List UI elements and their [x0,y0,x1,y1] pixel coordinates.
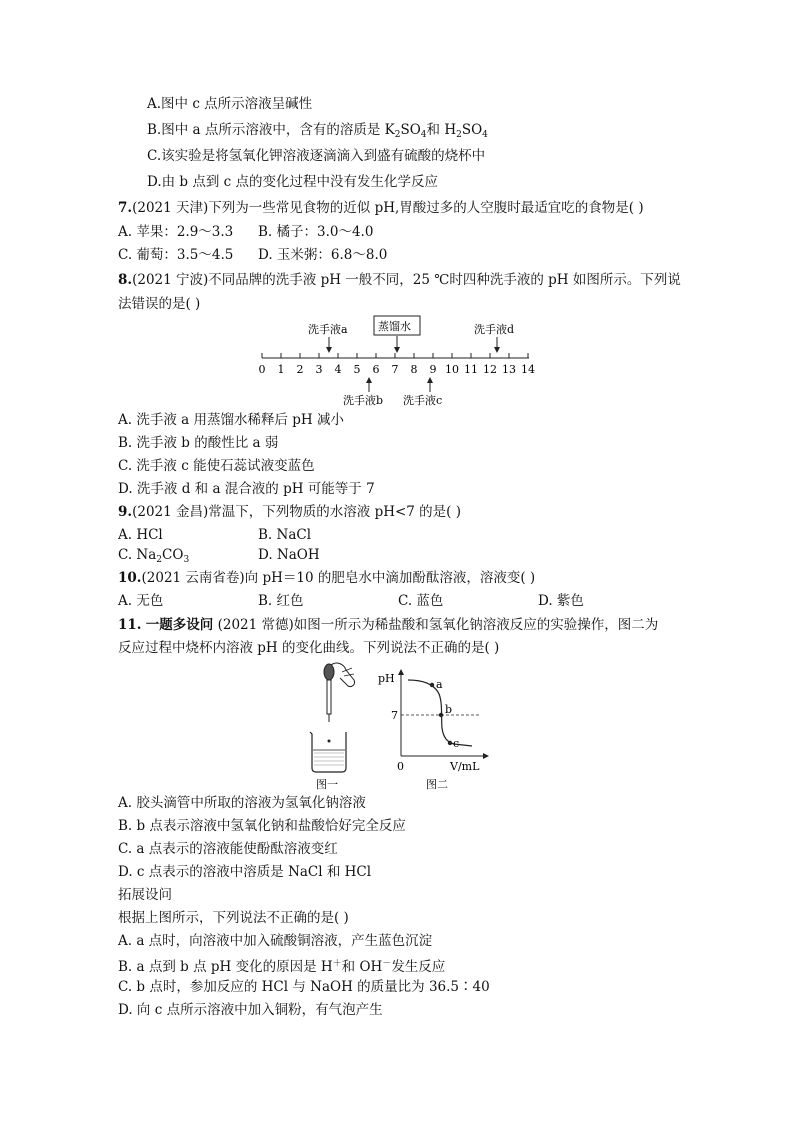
q9-text: CO [162,547,184,563]
q11-option-b: B. b 点表示溶液中氢氧化钠和盐酸恰好完全反应 [118,818,406,834]
q10-stem [118,569,535,587]
q8-stem-text: (2021 宁波)不同品牌的洗手液 pH 一般不同，25 ℃时四种洗手液的 pH 如图所示。下列说 [132,272,681,288]
figure-one-dropper-beaker [296,658,376,793]
ion-charge: － [382,959,392,969]
q6-option-d: D.由 b 点到 c 点的变化过程中没有发生化学反应 [147,174,439,190]
extension-text: 和 OH [341,959,383,975]
q6-text: SO [461,122,483,138]
extension-stem: 根据上图所示，下列说法不正确的是( ) [118,910,349,926]
ph-scale-tick-label: 11 [464,363,478,376]
q9-sub: 3 [183,555,190,565]
q6-option-b [147,121,488,144]
q9-number: 9. [118,504,133,520]
y-axis-label: pH [378,672,395,685]
q7-stem [118,199,644,217]
ph-scale-tick-label: 4 [334,363,342,376]
q7-option-c: C. 葡萄：3.5～4.5 [118,247,234,263]
q11-stem-text: (2021 常德)如图一所示为稀盐酸和氢氧化钠溶液反应的实验操作，图二为 [213,617,659,633]
ph-scale-tick-label: 6 [372,363,380,376]
q11-tag: 一题多设问 [145,617,214,633]
q6-sub: 4 [420,130,427,140]
figure-two-ph-curve [368,658,498,793]
ph-scale-tick-label: 7 [391,363,399,376]
ph-scale-figure [250,312,550,412]
q9-stem-text: (2021 金昌)常温下，下列物质的水溶液 pH<7 的是( ) [132,504,461,520]
origin-label: 0 [397,760,404,773]
extension-option-c: C. b 点时，参加反应的 HCl 与 NaOH 的质量比为 36.5∶40 [118,979,490,995]
q10-option-b: B. 红色 [258,593,304,609]
label-distilled-water: 蒸馏水 [378,320,411,333]
q8-option-d: D. 洗手液 d 和 a 混合液的 pH 可能等于 7 [118,481,375,497]
x-axis-label: V/mL [450,760,480,773]
q10-stem-text: (2021 云南省卷)向 pH＝10 的肥皂水中滴加酚酞溶液，溶液变( ) [141,570,536,586]
q10-option-c: C. 蓝色 [398,593,444,609]
extension-title: 拓展设问 [118,887,172,903]
q8-stem-line2: 法错误的是( ) [118,296,201,312]
extension-option-a: A. a 点时，向溶液中加入硫酸铜溶液，产生蓝色沉淀 [118,933,433,949]
ph-seven-label: 7 [391,709,398,722]
q10-option-a: A. 无色 [118,593,164,609]
ph-scale-tick-label: 8 [410,363,418,376]
q10-number: 10. [118,570,142,586]
beaker-liquid-shading [314,753,344,765]
q9-option-c-text: C. Na [118,547,157,563]
q9-stem [118,503,461,521]
q11-stem-line1 [118,616,658,634]
label-handwash-c: 洗手液c [403,394,443,407]
extension-text: 发生反应 [391,959,446,975]
figure-two-caption: 图二 [426,778,448,791]
q6-option-a: A.图中 c 点所示溶液呈碱性 [147,96,313,112]
q7-stem-text: (2021 天津)下列为一些常见食物的近似 pH,胃酸过多的人空腹时最适宜吃的食物是( ) [132,200,644,216]
q9-option-b: B. NaCl [258,527,312,543]
ph-scale-tick-label: 10 [445,363,459,376]
ph-scale-tick-label: 14 [521,363,535,376]
ion-charge: ＋ [332,959,342,969]
ph-scale-tick-label: 2 [296,363,304,376]
extension-option-b [118,955,445,976]
ph-scale-tick-label: 3 [315,363,323,376]
label-handwash-b: 洗手液b [343,394,384,407]
label-handwash-a: 洗手液a [308,323,348,336]
q11-option-c: C. a 点表示的溶液能使酚酞溶液变红 [118,841,338,857]
q11-option-d: D. c 点表示的溶液中溶质是 NaCl 和 HCl [118,864,372,880]
extension-option-b-text: B. a 点到 b 点 pH 变化的原因是 H [118,959,333,975]
q11-option-a: A. 胶头滴管中所取的溶液为氢氧化钠溶液 [118,795,366,811]
ph-scale-tick-label: 13 [502,363,516,376]
point-b-label: b [445,703,453,716]
ph-scale-tick-label: 5 [353,363,361,376]
dropper-tube [327,680,331,714]
ph-scale-tick-label: 9 [429,363,437,376]
figure-one-caption: 图一 [316,778,338,791]
q7-option-d: D. 玉米粥：6.8～8.0 [258,247,388,263]
drop [328,740,331,743]
ph-scale-tick-label: 1 [277,363,285,376]
point-a-label: a [436,678,443,691]
q7-number: 7. [118,200,133,216]
q8-option-c: C. 洗手液 c 能使石蕊试液变蓝色 [118,458,315,474]
q6-text: 和 H [426,122,457,138]
q9-option-c [118,546,189,569]
extension-option-d: D. 向 c 点所示溶液中加入铜粉，有气泡产生 [118,1002,383,1018]
point-a [430,683,434,687]
q6-sub: 2 [456,130,462,140]
q6-sub: 2 [394,130,401,140]
q7-option-a: A. 苹果：2.9～3.3 [118,224,234,240]
q6-option-b-text: B.图中 a 点所示溶液中，含有的溶质是 K [147,122,395,138]
q9-option-a: A. HCl [118,527,163,543]
q7-option-b: B. 橘子：3.0～4.0 [258,224,374,240]
q11-number: 11. [118,617,142,633]
dropper-bulb [324,664,334,680]
q8-option-a: A. 洗手液 a 用蒸馏水稀释后 pH 减小 [118,412,344,428]
q11-stem-line2: 反应过程中烧杯内溶液 pH 的变化曲线。下列说法不正确的是( ) [118,640,500,656]
ph-scale-tick-label: 12 [483,363,497,376]
q9-sub: 2 [156,555,163,565]
q6-text: SO [400,122,421,138]
q9-option-d: D. NaOH [258,547,320,563]
q8-stem-line1 [118,271,681,289]
q8-number: 8. [118,272,133,288]
q6-option-c: C.该实验是将氢氧化钾溶液逐滴滴入到盛有硫酸的烧杯中 [147,148,486,164]
q8-option-b: B. 洗手液 b 的酸性比 a 弱 [118,435,279,451]
point-b [439,713,443,717]
q10-option-d: D. 紫色 [538,593,584,609]
beaker-outline [310,732,346,772]
ph-scale-tick-label: 0 [258,363,266,376]
point-c [448,741,452,745]
label-handwash-d: 洗手液d [474,323,515,336]
q6-sub: 4 [482,130,488,140]
point-c-label: c [453,737,460,750]
